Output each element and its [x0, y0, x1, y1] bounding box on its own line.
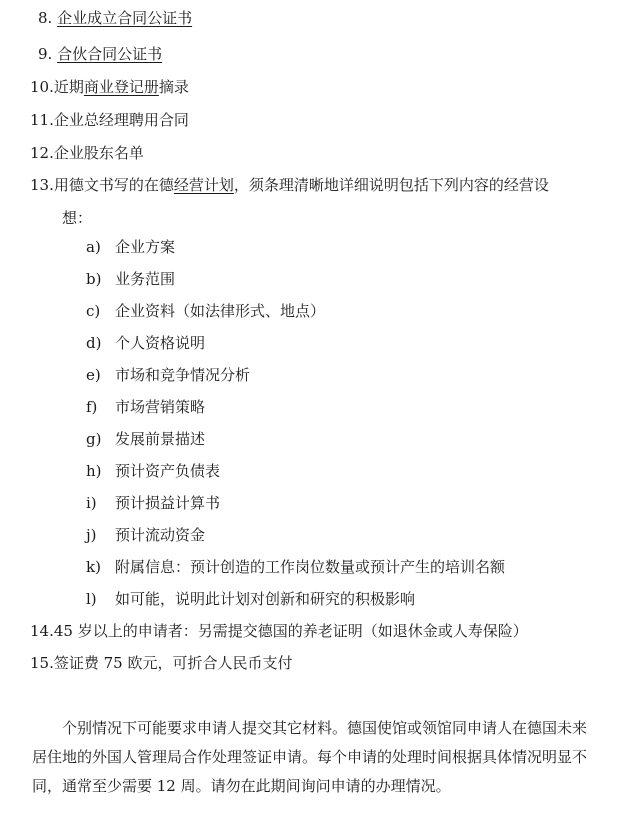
list-item-12: [30, 143, 144, 163]
subitem-text: 市场和竞争情况分析: [115, 366, 251, 384]
list-item-10: [30, 77, 189, 97]
item-text: 签证费 75 欧元，可折合人民币支付: [53, 654, 293, 672]
item-text-underlined: 商业登记册: [83, 78, 159, 96]
item-number: 10.: [30, 78, 54, 96]
closing-paragraph: [32, 714, 622, 801]
item-number: 9.: [38, 45, 53, 63]
item-number: 14.: [30, 622, 54, 640]
subitem-letter: d): [86, 334, 102, 352]
item-number: 13.: [30, 176, 54, 194]
item-text: 用德文书写的在德: [53, 176, 174, 194]
paragraph-line-3: 同，通常至少需要 12 周。请勿在此期间询问申请的办理情况。: [32, 777, 451, 795]
item-text: 近期: [53, 78, 84, 96]
item-number: 8.: [38, 9, 53, 27]
subitem-letter: i): [86, 494, 97, 512]
item-number: 15.: [30, 654, 54, 672]
subitem-letter: c): [86, 302, 101, 320]
list-item-8: [38, 8, 192, 28]
item-text: 45 岁以上的申请者：另需提交德国的养老证明（如退休金或人寿保险）: [53, 622, 528, 640]
subitem-text: 预计资产负债表: [115, 462, 221, 480]
subitem-letter: f): [86, 398, 98, 416]
subitem-letter: l): [86, 590, 97, 608]
list-item-13-continuation: 想：: [62, 209, 93, 227]
list-item-9: [38, 44, 162, 64]
subitem-letter: k): [86, 558, 101, 576]
item-text: 摘录: [158, 78, 189, 96]
item-text: ，须条理清晰地详细说明包括下列内容的经营设: [233, 176, 549, 194]
subitem-text: 企业方案: [115, 238, 176, 256]
subitem-letter: a): [86, 238, 101, 256]
subitem-text: 企业资料（如法律形式、地点）: [115, 302, 326, 320]
list-item-11: [30, 110, 189, 130]
item-text: 合伙合同公证书: [57, 45, 163, 63]
subitem-text: 如可能，说明此计划对创新和研究的积极影响: [115, 590, 416, 608]
subitem-text: 预计流动资金: [115, 526, 206, 544]
subitem-text: 个人资格说明: [115, 334, 206, 352]
subitem-letter: e): [86, 366, 101, 384]
subitem-text: 业务范围: [115, 270, 176, 288]
item-number: 12.: [30, 144, 54, 162]
subitem-letter: j): [86, 526, 97, 544]
subitem-text: 预计损益计算书: [115, 494, 221, 512]
item-text: 企业股东名单: [53, 144, 144, 162]
item-number: 11.: [30, 111, 54, 129]
item-text: 企业总经理聘用合同: [53, 111, 189, 129]
list-item-13: [30, 175, 549, 195]
subitem-letter: h): [86, 462, 102, 480]
item-text: 企业成立合同公证书: [57, 9, 193, 27]
list-item-14: [30, 621, 528, 641]
subitem-text: 发展前景描述: [115, 430, 206, 448]
subitem-letter: g): [86, 430, 102, 448]
subitem-letter: b): [86, 270, 102, 288]
subitem-text: 市场营销策略: [115, 398, 206, 416]
paragraph-line-2: 居住地的外国人管理局合作处理签证申请。每个申请的处理时间根据具体情况明显不: [32, 748, 588, 766]
list-item-15: [30, 653, 292, 673]
item-text-underlined: 经营计划: [173, 176, 234, 194]
subitem-text: 附属信息：预计创造的工作岗位数量或预计产生的培训名额: [115, 558, 506, 576]
paragraph-line-1: 个别情况下可能要求申请人提交其它材料。德国使馆或领馆同申请人在德国未来: [62, 719, 588, 737]
